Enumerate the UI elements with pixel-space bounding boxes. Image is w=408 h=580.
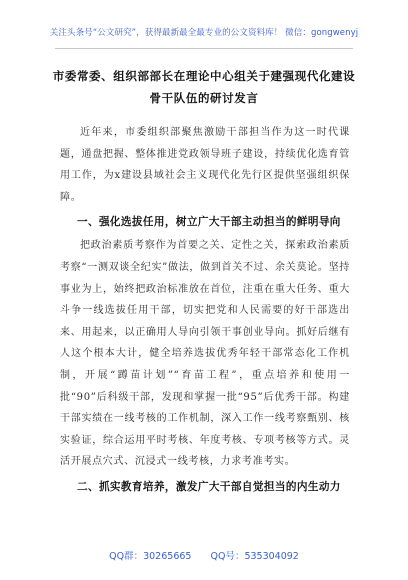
section-heading-1: 一、强化选拔任用，树立广大干部主动担当的鲜明导向 — [76, 216, 341, 229]
document-title-line-1: 市委常委、组织部部长在理论中心组关于建强现代化建设 — [52, 69, 356, 83]
header-divider — [55, 48, 353, 49]
section-1-paragraph: 把政治素质考察作为首要之关、定性之关，探索政治素质考察“一测双谈全纪实”做法，做到首关不过、余关莫论。坚持事业为上，始终把政治标准放在首位，注重在重大任务、重大斗争一线选拔任用干部，切实把党和人民需要的好干部选出来、用起来，以正确用人导向引领干事创业导向。抓好后继有人这个根本大计，健全培养选拔优秀年轻干部常态化工作机制，开展“蹲苗计划”“育苗工程”，重点培养和使用一批“90”后科级干部，发现和掌握一批“95”后优秀干部。构建干部实绩在一线考核的工作机制，深入工作一线考察甄别、核实验证，综合运用平时考核、年度考核、专项考核等方式。灵活开展点穴式、沉浸式一线考核，力求考准考实。 — [60, 240, 350, 468]
footer-contact — [0, 548, 408, 562]
document-title-line-2: 骨干队伍的研讨发言 — [149, 91, 259, 105]
footer-qq-number: QQ号：535304092 — [210, 551, 299, 562]
header-banner: 关注头条号“公文研究”，获得最新最全最专业的公文资料库！ 微信：gongwenyj — [49, 28, 359, 38]
footer-qq-group: QQ群：30265665 — [109, 551, 192, 562]
document-body — [60, 122, 350, 500]
intro-paragraph: 近年来，市委组织部聚焦激励干部担当作为这一时代课题，通盘把握、整体推进党政领导班子建设，持续优化选育管用工作，为x建设县域社会主义现代化先行区提供坚强组织保障。 — [60, 127, 350, 203]
section-heading-2: 二、抓实教育培养，激发广大干部自觉担当的内生动力 — [76, 480, 341, 493]
